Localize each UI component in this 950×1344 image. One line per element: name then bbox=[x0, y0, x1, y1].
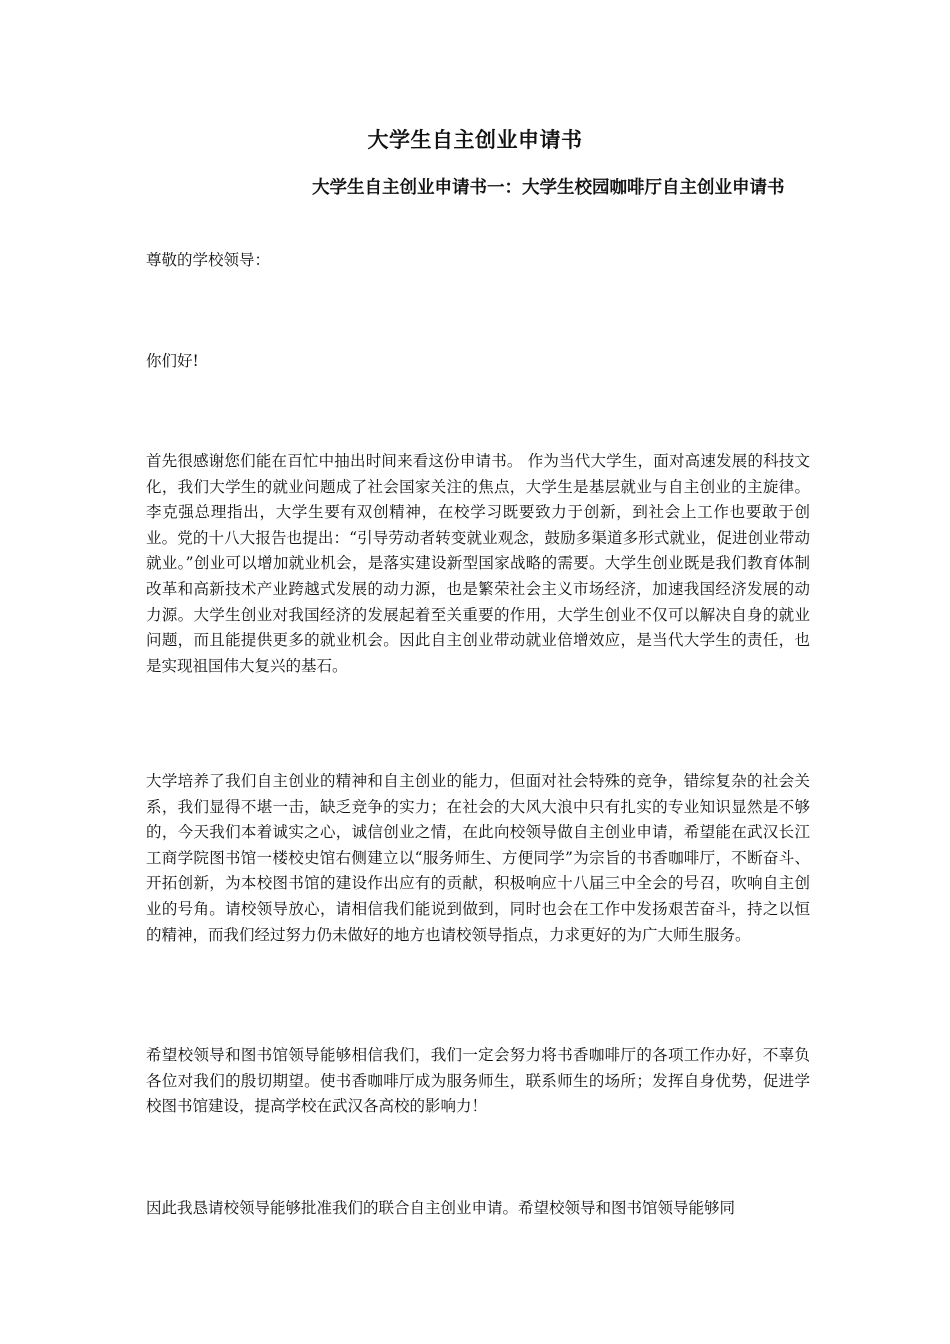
body-paragraph: 因此我恳请校领导能够批准我们的联合自主创业申请。希望校领导和图书馆领导能够同 bbox=[146, 1199, 736, 1217]
document-subtitle: 大学生自主创业申请书一：大学生校园咖啡厅自主创业申请书 bbox=[312, 178, 785, 198]
document-title: 大学生自主创业申请书 bbox=[367, 127, 583, 152]
body-paragraph: 大学培养了我们自主创业的精神和自主创业的能力，但面对社会特殊的竞争，错综复杂的社会关系，我们显得不堪一击，缺乏竞争的实力；在社会的大风大浪中只有扎实的专业知识显然是不够的，今天我们本着诚实之心，诚信创业之情，在此向校领导做自主创业申请，希望能在武汉长江工商学院图书馆一楼校史馆右侧建立以“服务师生、方便同学”为宗旨的书香咖啡厅，不断奋斗、开拓创新，为本校图书馆的建设作出应有的贡献，积极响应十八届三中全会的号召，吹响自主创业的号角。请校领导放心，请相信我们能说到做到，同时也会在工作中发扬艰苦奋斗，持之以恒的精神，而我们经过努力仍未做好的地方也请校领导指点，力求更好的为广大师生服务。 bbox=[146, 772, 810, 944]
body-paragraph: 首先很感谢您们能在百忙中抽出时间来看这份申请书。 作为当代大学生，面对高速发展的科技文化，我们大学生的就业问题成了社会国家关注的焦点，大学生是基层就业与自主创业的主旋律。李克强总理指出，大学生要有双创精神，在校学习既要致力于创新，到社会上工作也要敢于创业。党的十八大报告也提出：“引导劳动者转变就业观念，鼓励多渠道多形式就业，促进创业带动就业。”创业可以增加就业机会，是落实建设新型国家战略的需要。大学生创业既是我们教育体制改革和高新技术产业跨越式发展的动力源，也是繁荣社会主义市场经济，加速我国经济发展的动力源。大学生创业对我国经济的发展起着至关重要的作用，大学生创业不仅可以解决自身的就业问题，而且能提供更多的就业机会。因此自主创业带动就业倍增效应，是当代大学生的责任，也是实现祖国伟大复兴的基石。 bbox=[146, 452, 810, 675]
body-paragraph: 希望校领导和图书馆领导能够相信我们，我们一定会努力将书香咖啡厅的各项工作办好，不辜负各位对我们的殷切期望。使书香咖啡厅成为服务师生，联系师生的场所；发挥自身优势，促进学校图书馆建设，提高学校在武汉各高校的影响力！ bbox=[146, 1046, 810, 1116]
greeting-line: 尊敬的学校领导： bbox=[146, 251, 271, 269]
hello-line: 你们好! bbox=[146, 352, 199, 370]
